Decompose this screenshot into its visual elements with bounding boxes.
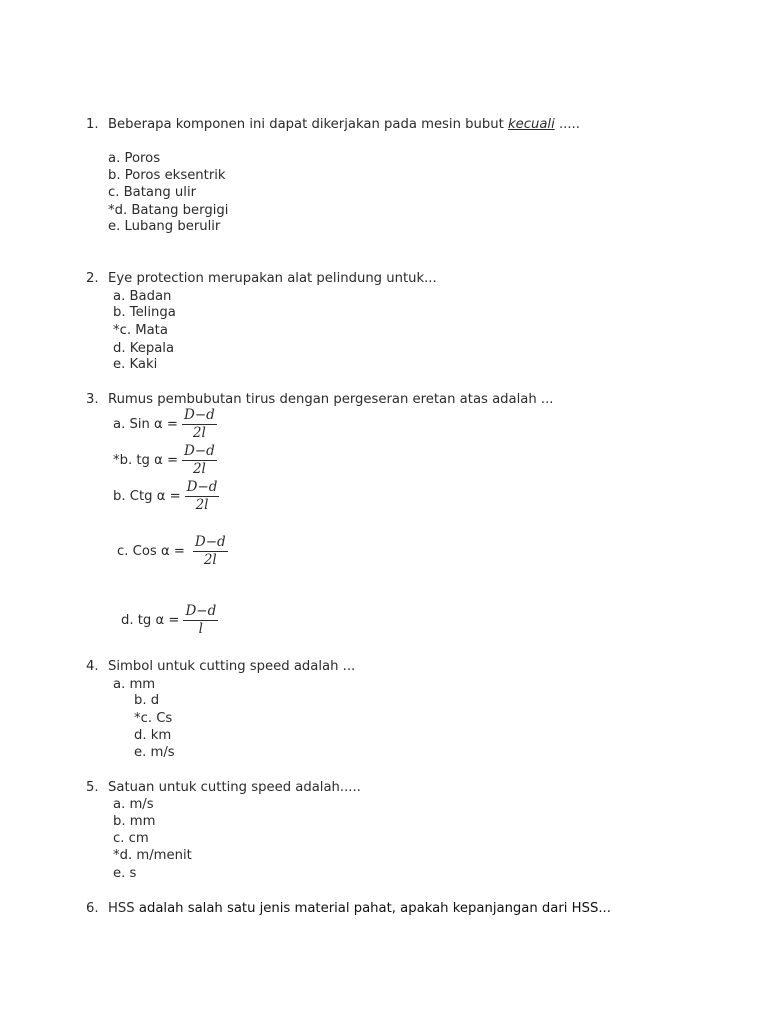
question-6-stem-word: HSS [108, 901, 135, 916]
question-5-option-a: a. m/s [113, 797, 154, 812]
option-d-formula [183, 604, 218, 637]
question-3-stem-text: pembubutan tirus dengan pergeseran eretan atas adalah ... [157, 392, 554, 407]
question-6-stem [108, 900, 611, 917]
question-4-option-c: *c. Cs [134, 711, 173, 726]
question-4-option-e: e. m/s [134, 745, 175, 760]
question-5-option-b: b. mm [113, 814, 156, 829]
question-2-option-a: a. Badan [113, 289, 172, 304]
option-a-label: a. Sin α = [113, 417, 178, 432]
question-2-stem: Eye protection merupakan alat pelindung untuk... [108, 271, 437, 286]
option-b-label: *b. tg α = [113, 453, 179, 468]
formula-numerator: D−d [184, 443, 215, 459]
formula-denominator: 2l [195, 497, 209, 513]
question-1-stem-end: ..... [558, 117, 580, 132]
option-b-formula [182, 444, 217, 477]
question-5-option-d: *d. m/menit [113, 848, 192, 863]
option-c-formula [193, 535, 228, 568]
option-a-formula [182, 408, 217, 441]
question-6-stem-text: adalah salah satu jenis material pahat, apakah kepanjangan dari HSS... [138, 901, 611, 916]
question-2-option-d: d. Kepala [113, 341, 175, 356]
formula-numerator: D−d [194, 534, 226, 550]
question-1-option-d: *d. Batang bergigi [108, 203, 229, 218]
question-1-option-e: e. Lubang berulir [108, 219, 221, 234]
question-5-stem: Satuan untuk cutting speed adalah..... [108, 780, 361, 795]
option-c-label: c. Cos α = [117, 544, 185, 559]
question-4-option-b: b. d [134, 693, 160, 708]
question-1-stem-text: Beberapa komponen ini dapat dikerjakan pada mesin bubut [108, 117, 504, 132]
question-5-number: 5. [86, 780, 99, 795]
question-1-keyword: kecuali [507, 117, 555, 132]
question-4-option-a: a. mm [113, 677, 156, 692]
formula-denominator: 2l [192, 425, 206, 441]
formula-denominator: 2l [203, 552, 217, 568]
question-1-option-a: a. Poros [108, 151, 161, 166]
question-3-number: 3. [86, 392, 99, 407]
question-2-option-b: b. Telinga [113, 305, 176, 320]
question-1-option-b: b. Poros eksentrik [108, 168, 226, 183]
question-2-number: 2. [86, 271, 99, 286]
question-4-option-d: d. km [134, 728, 172, 743]
question-3-option-d [121, 604, 218, 637]
question-1-stem [108, 116, 580, 133]
option-ctg-formula [185, 480, 220, 513]
formula-numerator: D−d [185, 603, 217, 619]
question-3-option-b-ctg [113, 480, 219, 513]
question-3-stem-word: Rumus [108, 392, 154, 407]
formula-numerator: D−d [184, 407, 215, 423]
question-3-option-a [113, 408, 217, 441]
option-d-label: d. tg α = [121, 613, 180, 628]
option-ctg-label: b. Ctg α = [113, 489, 181, 504]
formula-denominator: l [198, 621, 203, 637]
question-2-option-e: e. Kaki [113, 357, 158, 372]
question-3-option-c [117, 535, 228, 568]
question-2-option-c: *c. Mata [113, 323, 168, 338]
question-3-option-b-correct [113, 444, 217, 477]
question-5-option-c: c. cm [113, 831, 149, 846]
question-1-number: 1. [86, 117, 99, 132]
question-3-stem [108, 391, 554, 408]
question-4-stem: Simbol untuk cutting speed adalah ... [108, 659, 356, 674]
question-5-option-e: e. s [113, 866, 137, 881]
formula-denominator: 2l [192, 461, 206, 477]
question-6-number: 6. [86, 901, 99, 916]
formula-numerator: D−d [186, 479, 218, 495]
question-1-option-c: c. Batang ulir [108, 185, 197, 200]
question-4-number: 4. [86, 659, 99, 674]
